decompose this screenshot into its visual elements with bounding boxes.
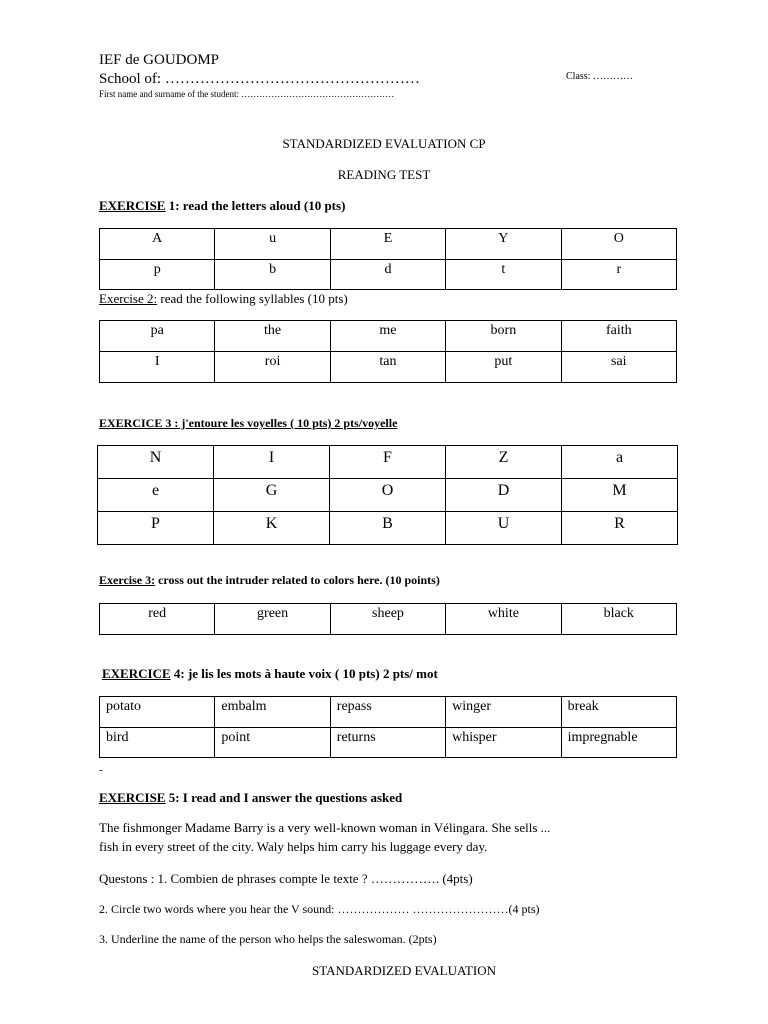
table-cell: point <box>215 728 330 758</box>
page-title: STANDARDIZED EVALUATION CP <box>282 136 486 151</box>
reading-text-line-1: The fishmonger Madame Barry is a very well-known woman in Vélingara. She sells ... <box>99 820 551 835</box>
table-cell: G <box>214 479 330 512</box>
footer-title: STANDARDIZED EVALUATION <box>312 963 496 978</box>
student-name-line: First name and surname of the student: …………………………………………… <box>99 89 395 99</box>
reading-text-line-2: fish in every street of the city. Waly helps him carry his luggage every day. <box>99 839 488 854</box>
table-cell: potato <box>100 697 215 728</box>
table-cell: A <box>100 229 215 260</box>
exercise-3b-table <box>99 603 677 635</box>
exercise-2-heading <box>99 291 348 307</box>
table-cell: E <box>330 229 445 260</box>
table-cell: roi <box>215 352 330 383</box>
table-cell: pa <box>100 321 215 352</box>
table-cell: red <box>100 604 215 635</box>
table-cell: green <box>215 604 330 635</box>
table-cell: F <box>330 446 446 479</box>
question-2: 2. Circle two words where you hear the V sound: ……………… ……………………(4 pts) <box>99 902 540 916</box>
table-cell: P <box>98 512 214 545</box>
table-cell: d <box>330 260 445 290</box>
table-cell: Y <box>446 229 561 260</box>
exercise-1-table <box>99 228 677 290</box>
table-cell: Z <box>446 446 562 479</box>
exercise-4-table <box>99 696 677 758</box>
table-cell: t <box>446 260 561 290</box>
table-cell: O <box>330 479 446 512</box>
page-subtitle: READING TEST <box>337 167 431 182</box>
exercise-2-table <box>99 320 677 383</box>
exercise-3-heading: EXERCICE 3 : j'entoure les voyelles ( 10 pts) 2 pts/voyelle <box>99 416 398 430</box>
table-cell: faith <box>561 321 676 352</box>
exercise-1-heading <box>99 198 345 214</box>
table-cell: I <box>100 352 215 383</box>
table-cell: N <box>98 446 214 479</box>
table-cell: put <box>446 352 561 383</box>
class-line: Class: ………… <box>566 71 633 82</box>
table-cell: white <box>446 604 561 635</box>
exercise-4-instruction: 4: je lis les mots à haute voix ( 10 pts) 2 pts/ mot <box>170 666 438 681</box>
exercise-5-instruction: 5: I read and I answer the questions asked <box>165 790 403 805</box>
exercise-2-instruction: read the following syllables (10 pts) <box>157 291 348 306</box>
school-line: School of: …………………………………………… <box>99 71 420 87</box>
table-cell: U <box>446 512 562 545</box>
table-cell: tan <box>330 352 445 383</box>
exercise-3-table <box>97 445 678 545</box>
table-cell: embalm <box>215 697 330 728</box>
exercise-2-label: Exercise 2: <box>99 291 158 306</box>
table-cell: D <box>446 479 562 512</box>
table-cell: u <box>215 229 330 260</box>
table-cell: repass <box>330 697 445 728</box>
table-cell: e <box>98 479 214 512</box>
table-cell: O <box>561 229 676 260</box>
table-cell: b <box>215 260 330 290</box>
exercise-4-label: EXERCICE <box>102 666 171 681</box>
table-cell: black <box>561 604 676 635</box>
ief-title: IEF de GOUDOMP <box>99 52 219 68</box>
question-1: Questons : 1. Combien de phrases compte le texte ? ……………. (4pts) <box>99 871 473 886</box>
table-cell: I <box>214 446 330 479</box>
exercise-1-instruction: 1: read the letters aloud (10 pts) <box>165 198 346 213</box>
table-cell: winger <box>446 697 561 728</box>
table-cell: born <box>446 321 561 352</box>
exercise-5-heading <box>99 790 402 806</box>
table-cell: R <box>562 512 678 545</box>
table-cell: B <box>330 512 446 545</box>
table-cell: a <box>562 446 678 479</box>
table-cell: sheep <box>330 604 445 635</box>
exercise-4-heading <box>102 666 438 682</box>
exercise-1-label: EXERCISE <box>99 198 166 213</box>
table-cell: bird <box>100 728 215 758</box>
exercise-3b-label: Exercise 3: <box>99 573 156 587</box>
table-cell: impregnable <box>561 728 676 758</box>
exercise-3b-heading <box>99 573 440 588</box>
table-cell: K <box>214 512 330 545</box>
question-3: 3. Underline the name of the person who helps the saleswoman. (2pts) <box>99 932 437 946</box>
table-cell: whisper <box>446 728 561 758</box>
table-cell: M <box>562 479 678 512</box>
table-cell: me <box>330 321 445 352</box>
table-cell: returns <box>330 728 445 758</box>
table-cell: the <box>215 321 330 352</box>
table-cell: break <box>561 697 676 728</box>
exercise-3b-instruction: cross out the intruder related to colors here. (10 points) <box>155 573 440 587</box>
table-cell: p <box>100 260 215 290</box>
exercise-5-label: EXERCISE <box>99 790 166 805</box>
table-cell: r <box>561 260 676 290</box>
stray-dash: - <box>99 764 103 776</box>
table-cell: sai <box>561 352 676 383</box>
